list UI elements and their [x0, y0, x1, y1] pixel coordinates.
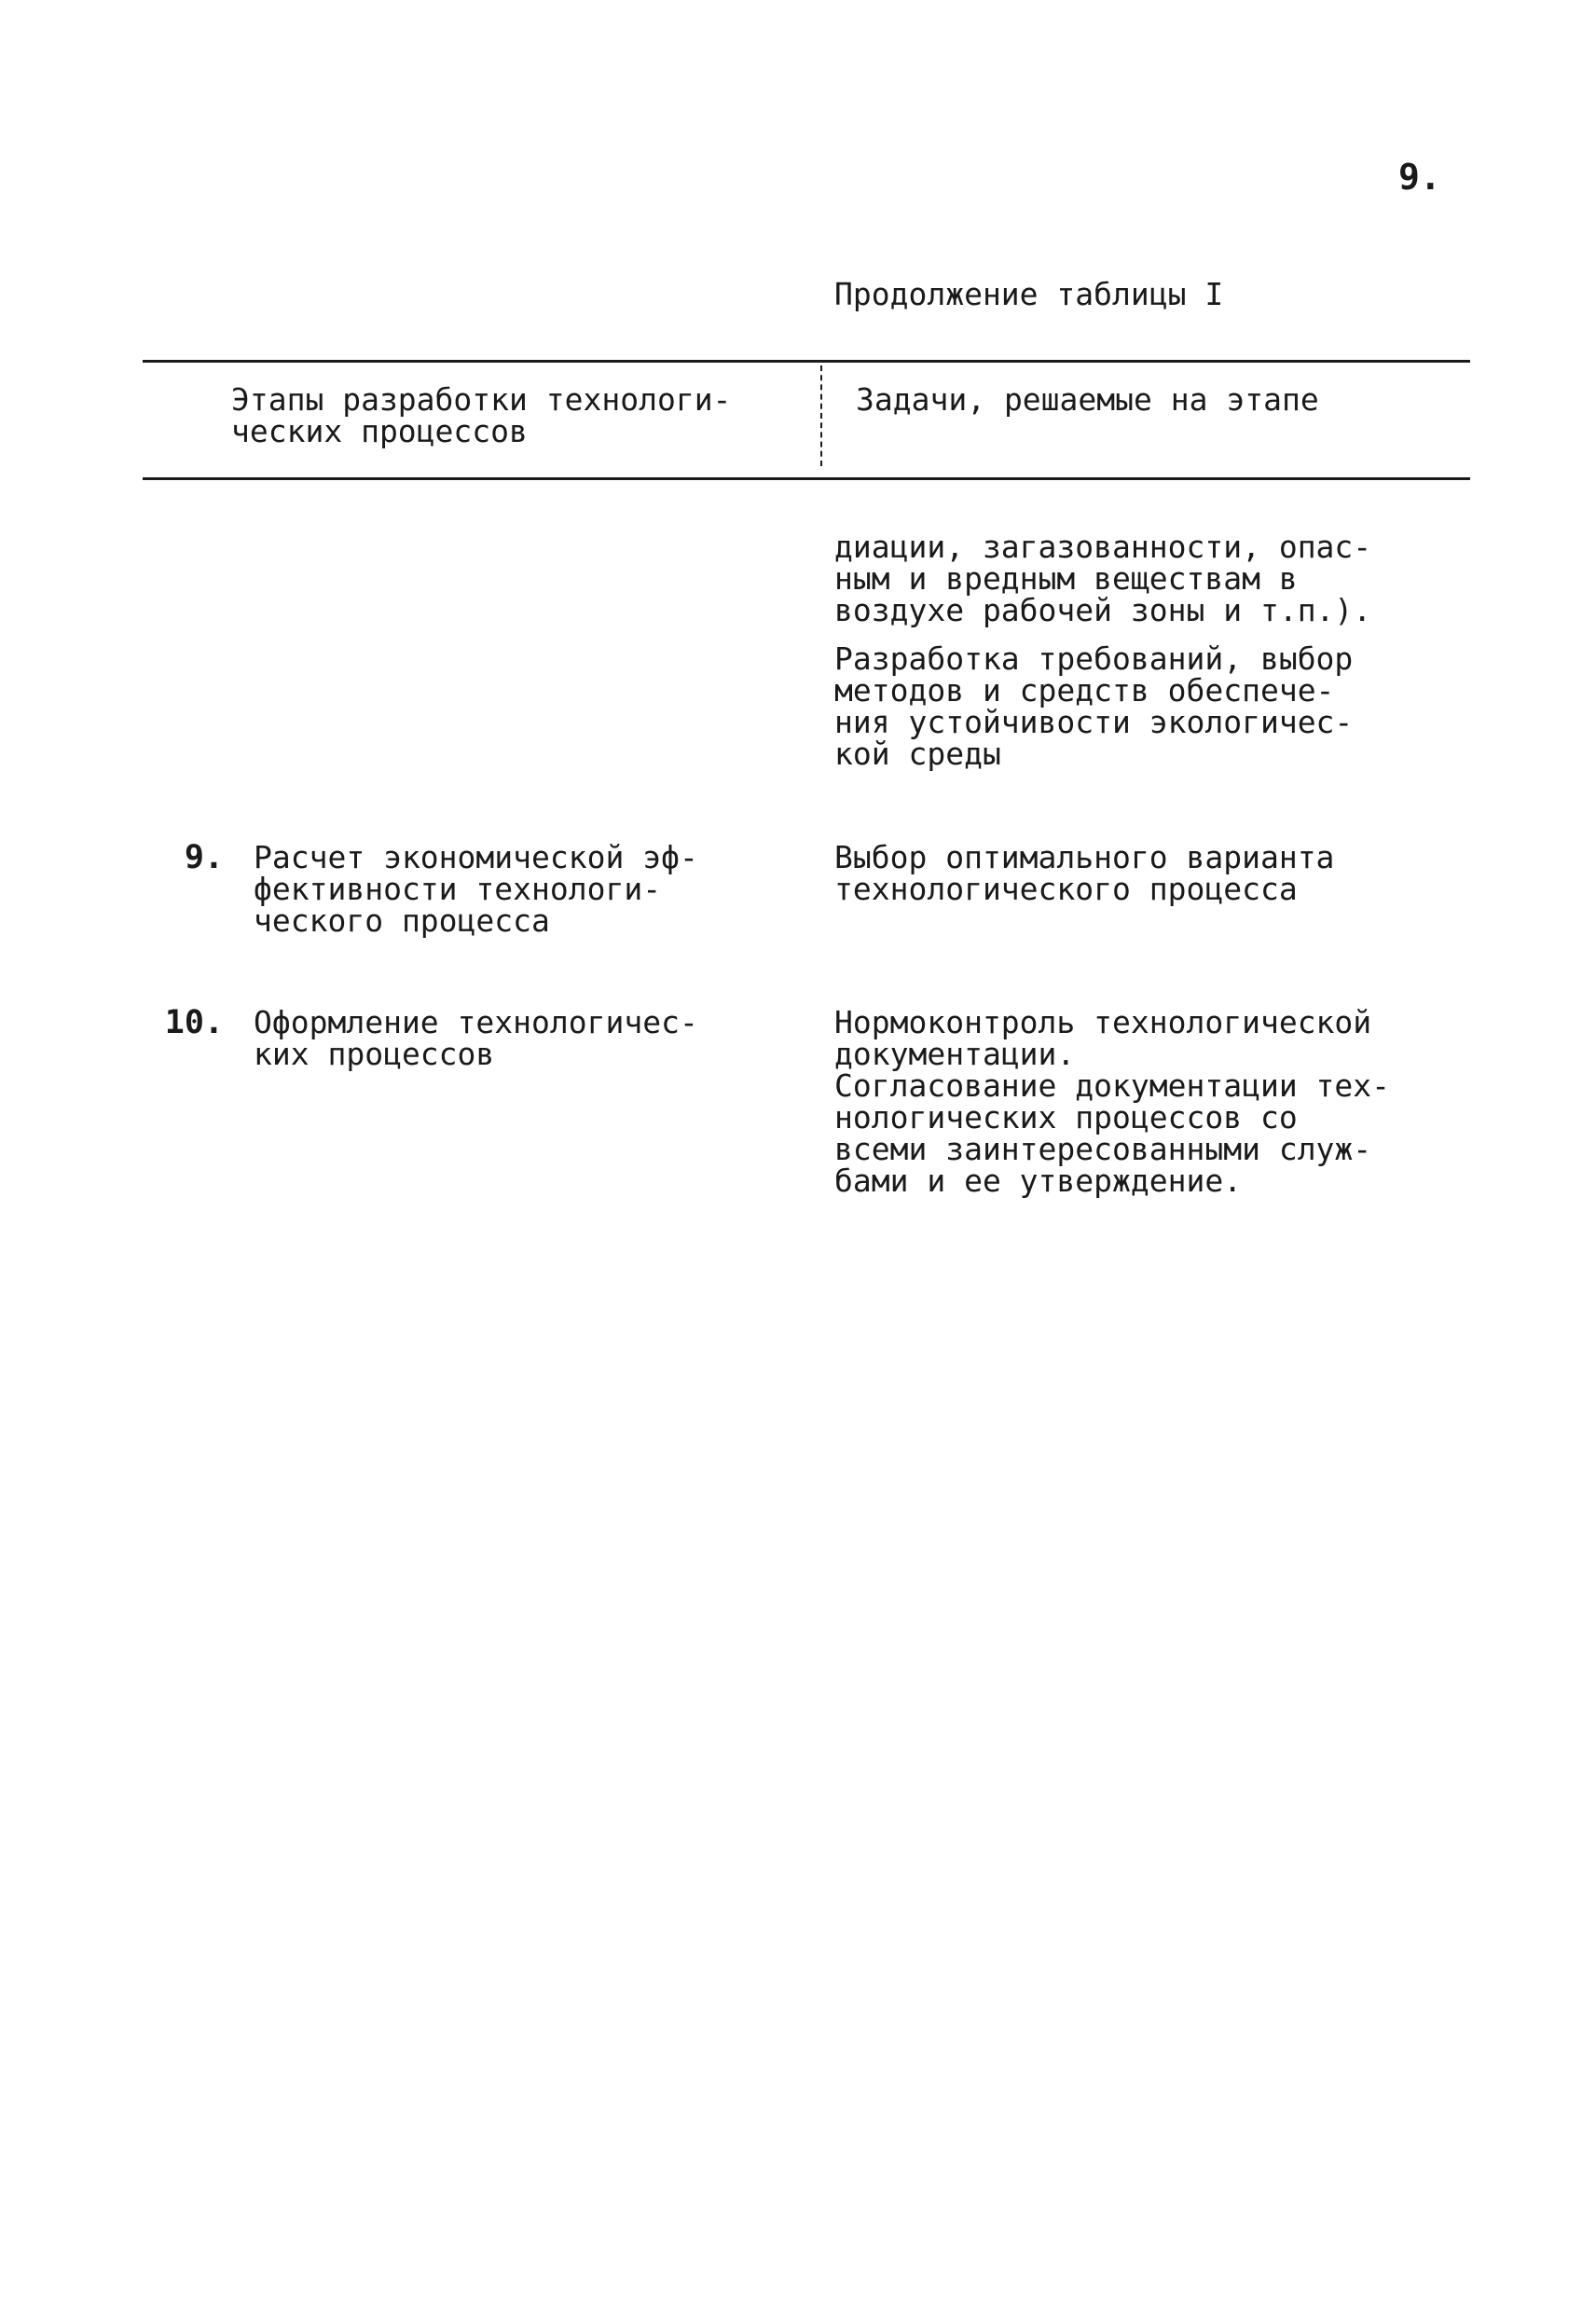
row-tasks-10: Нормоконтроль технологической документации. Согласование документации тех- нологических процессов со всеми заинтересованными служ- бами и ее утверждение. — [834, 1004, 1391, 1199]
table-header-rule — [143, 477, 1470, 480]
row-stage-9: Расчет экономической эф- фективности технологи- ческого процесса — [254, 839, 698, 939]
header-tasks: Задачи, решаемые на этапе — [856, 381, 1319, 418]
continued-task-requirements: Разработка требований, выбор методов и средств обеспече- ния устойчивости экологичес- кой среды — [834, 640, 1354, 772]
row-number-10: 10. — [164, 1004, 224, 1041]
page-number: 9. — [1398, 157, 1441, 198]
row-tasks-9: Выбор оптимального варианта технологического процесса — [834, 839, 1335, 907]
row-stage-10: Оформление технологичес- ких процессов — [254, 1004, 698, 1072]
row-number-9: 9. — [184, 839, 224, 876]
table-top-rule — [143, 360, 1470, 363]
header-stages: Этапы разработки технологи- ческих процессов — [231, 381, 732, 449]
table-caption: Продолжение таблицы I — [834, 276, 1224, 312]
header-column-divider — [820, 365, 822, 466]
continued-task-text: диации, загазованности, опас- ным и вредным веществам в воздухе рабочей зоны и т.п.). — [834, 529, 1372, 628]
